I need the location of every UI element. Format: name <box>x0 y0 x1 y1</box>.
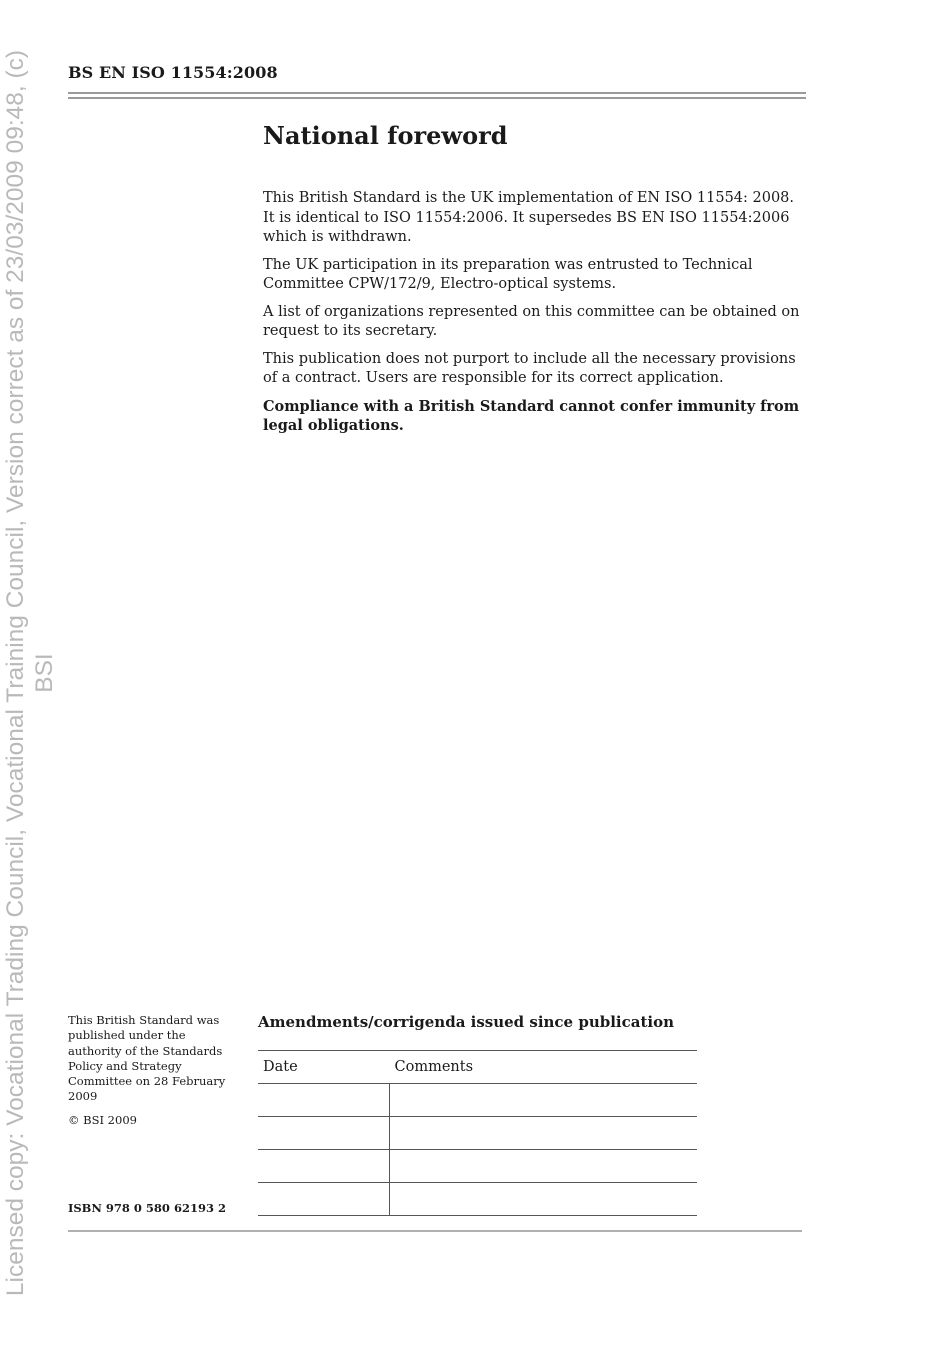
footer-rule <box>68 1230 802 1232</box>
copyright-notice: © BSI 2009 <box>68 1112 137 1127</box>
amendments-title: Amendments/corrigenda issued since publication <box>258 1013 674 1031</box>
watermark-graphic <box>0 0 60 1345</box>
document-code: BS EN ISO 11554:2008 <box>68 63 278 82</box>
table-cell <box>390 1183 698 1216</box>
amendments-table <box>258 1050 697 1216</box>
table-cell <box>258 1183 390 1216</box>
table-row <box>258 1084 697 1117</box>
foreword-paragraph-compliance: Compliance with a British Standard cannot confer immunity from legal obligations. <box>263 397 800 434</box>
table-row <box>258 1150 697 1183</box>
table-cell <box>390 1117 698 1150</box>
isbn: ISBN 978 0 580 62193 2 <box>68 1201 226 1215</box>
table-cell <box>258 1084 390 1117</box>
column-header-date: Date <box>258 1051 390 1084</box>
watermark-line-2: BSI <box>31 653 58 693</box>
publication-info <box>68 1013 233 1136</box>
foreword-paragraph-organizations: A list of organizations represented on this committee can be obtained on request to its secretary. <box>263 303 800 339</box>
watermark <box>0 0 60 1345</box>
table-row <box>258 1183 697 1216</box>
publication-authority: This British Standard was published under the authority of the Standards Policy and Strategy Committee on 28 February 2009 <box>68 1013 226 1104</box>
table-cell <box>258 1150 390 1183</box>
table-cell <box>390 1150 698 1183</box>
page-title: National foreword <box>263 121 508 150</box>
watermark-line-1: Licensed copy: Vocational Trading Council, Vocational Training Council, Version correct as of 23/03/2009 09:48, (c) <box>2 49 29 1297</box>
column-header-comments: Comments <box>390 1051 698 1084</box>
table-cell <box>390 1084 698 1117</box>
foreword-paragraph-implementation: This British Standard is the UK implementation of EN ISO 11554: 2008. It is identical to ISO 11554:2006. It supersedes BS EN ISO 11554:2006 which is withdrawn. <box>263 190 795 245</box>
table-header-row <box>258 1051 697 1084</box>
header-rule-secondary <box>68 97 806 99</box>
foreword-paragraph-provisions: This publication does not purport to include all the necessary provisions of a contract. Users are responsible for its correct application. <box>263 350 796 386</box>
header-rule <box>68 92 806 94</box>
foreword-body <box>263 189 803 444</box>
table-row <box>258 1117 697 1150</box>
foreword-paragraph-participation: The UK participation in its preparation was entrusted to Technical Committee CPW/172/9, Electro-optical systems. <box>263 256 753 292</box>
table-cell <box>258 1117 390 1150</box>
